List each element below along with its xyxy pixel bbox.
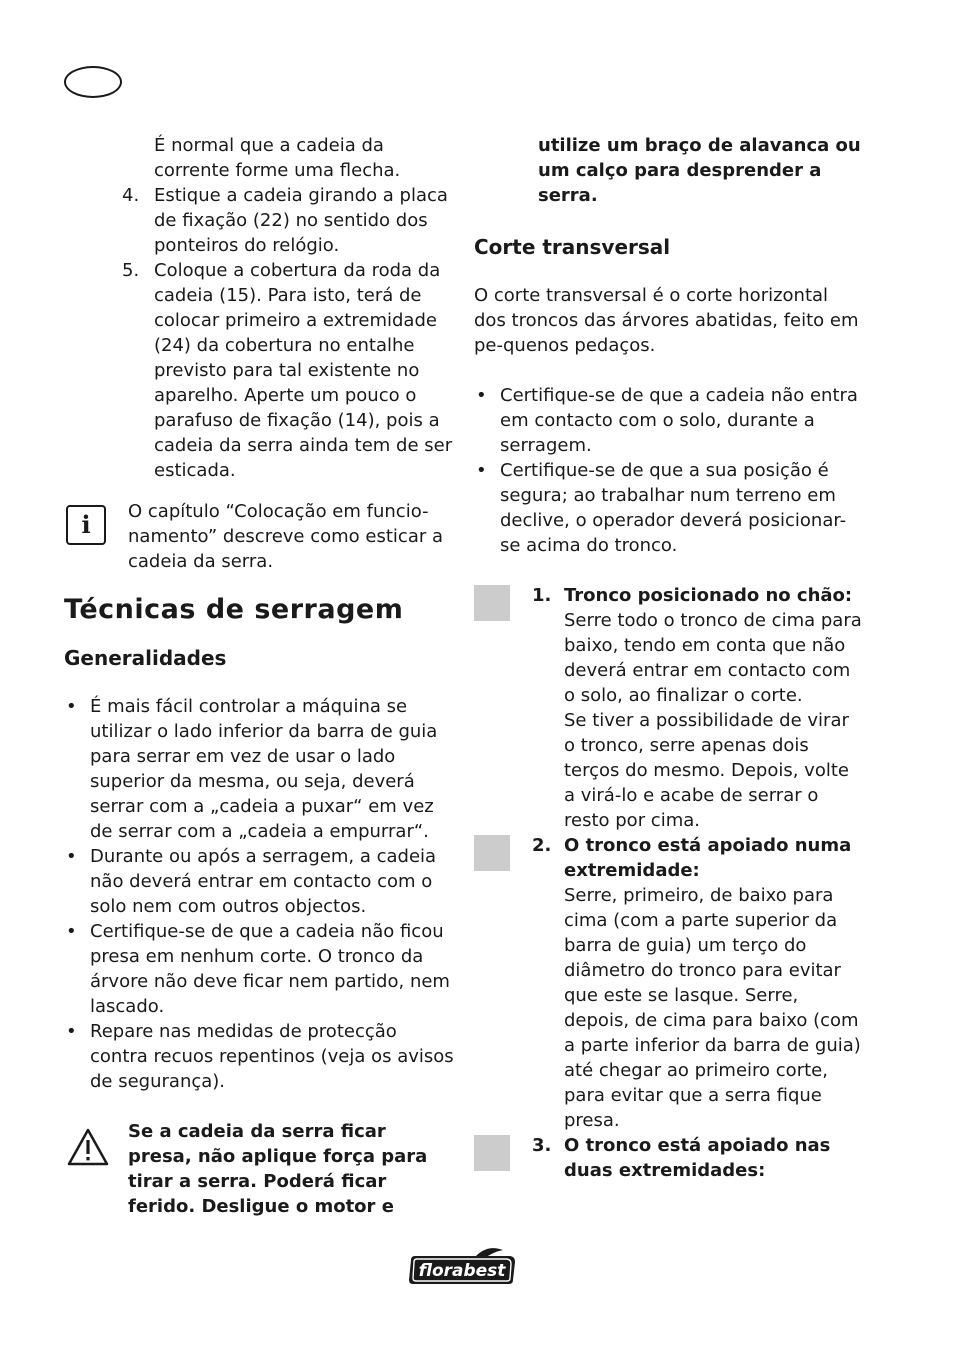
language-badge-oval	[64, 66, 122, 98]
assembly-steps	[64, 183, 454, 483]
cut-case-item	[474, 833, 864, 1133]
step-number: 5.	[122, 260, 140, 281]
cut-title: Tronco posicionado no chão:	[564, 585, 853, 606]
section-title: Técnicas de serragem	[64, 594, 404, 625]
cut-text: Serre todo o tronco de cima para baixo, tendo em conta que não deverá entrar em contacto com o solo, ao finalizar o corte.	[564, 610, 862, 706]
right-column	[474, 133, 864, 1183]
step-item	[64, 183, 454, 258]
warning-text: Se a cadeia da serra ficar presa, não aplique força para tirar a serra. Poderá ficar ferido. Desligue o motor e	[128, 1121, 428, 1217]
cut-case-item	[474, 583, 864, 833]
bullet-item: • É mais fácil controlar a máquina se utilizar o lado inferior da barra de guia para serrar em vez de usar o lado superior da mesma, ou seja, deverá serrar com a „cadeia a puxar“ em vez de serrar com a „cadeia a empurrar“.	[64, 694, 454, 844]
cross-cut-description: O corte transversal é o corte horizontal dos troncos das árvores abatidas, feito em pe-quenos pedaços.	[474, 285, 859, 356]
info-icon: i	[66, 505, 106, 545]
bullet-item: • Certifique-se de que a cadeia não entra em contacto com o solo, durante a serragem.	[474, 383, 864, 458]
cut-title: O tronco está apoiado nas duas extremidades:	[564, 1135, 831, 1181]
cut-number: 2.	[532, 835, 552, 856]
step-text: Coloque a cobertura da roda da cadeia (15). Para isto, terá de colocar primeiro a extremidade (24) da cobertura no entalhe previsto para tal existente no aparelho. Aperte um pouco o parafuso de fixação (14), pois a cadeia da serra ainda tem de ser esticada.	[154, 260, 453, 481]
figure-placeholder	[474, 835, 510, 871]
cut-text: Serre, primeiro, de baixo para cima (com a parte superior da barra de guia) um terço do diâmetro do tronco para evitar que este se lasque. Serre, depois, de cima para baixo (com a parte inferior da barra de guia) até chegar ao primeiro corte, para evitar que a serra fique presa.	[564, 885, 861, 1131]
step-item	[64, 258, 454, 483]
left-column	[64, 133, 454, 1219]
cut-case-item	[474, 1133, 864, 1183]
florabest-logo	[405, 1246, 519, 1288]
cross-cut-title: Corte transversal	[474, 235, 671, 259]
cross-cut-bullets	[474, 383, 864, 558]
cut-text-extra: Se tiver a possibilidade de virar o tronco, serre apenas dois terços do mesmo. Depois, volte a virá-lo e acabe de serrar o resto por cima.	[564, 710, 849, 831]
cut-title: O tronco está apoiado numa extremidade:	[564, 835, 852, 881]
warning-continuation: utilize um braço de alavanca ou um calço para desprender a serra.	[538, 135, 861, 206]
bullet-item: • Certifique-se de que a sua posição é segura; ao trabalhar num terreno em declive, o operador deverá posicionar-se acima do tronco.	[474, 458, 864, 558]
logo-text: florabest	[418, 1261, 506, 1281]
step-number: 4.	[122, 185, 140, 206]
figure-placeholder	[474, 585, 510, 621]
cut-number: 1.	[532, 585, 552, 606]
cut-number: 3.	[532, 1135, 552, 1156]
info-note-text: O capítulo “Colocação em funcio-namento” descreve como esticar a cadeia da serra.	[128, 501, 443, 572]
intro-continuation: É normal que a cadeia da corrente forme uma flecha.	[154, 135, 401, 181]
subsection-title: Generalidades	[64, 646, 227, 670]
figure-placeholder	[474, 1135, 510, 1171]
general-bullets	[64, 694, 454, 1094]
bullet-item: • Certifique-se de que a cadeia não ficou presa em nenhum corte. O tronco da árvore não deve ficar nem partido, nem lascado.	[64, 919, 454, 1019]
bullet-item: • Durante ou após a serragem, a cadeia não deverá entrar em contacto com o solo nem com outros objectos.	[64, 844, 454, 919]
warning-block	[64, 1119, 454, 1219]
info-note	[64, 499, 454, 574]
step-text: Estique a cadeia girando a placa de fixação (22) no sentido dos ponteiros do relógio.	[154, 185, 448, 256]
warning-triangle-icon	[66, 1127, 110, 1167]
bullet-item: • Repare nas medidas de protecção contra recuos repentinos (veja os avisos de segurança).	[64, 1019, 454, 1094]
